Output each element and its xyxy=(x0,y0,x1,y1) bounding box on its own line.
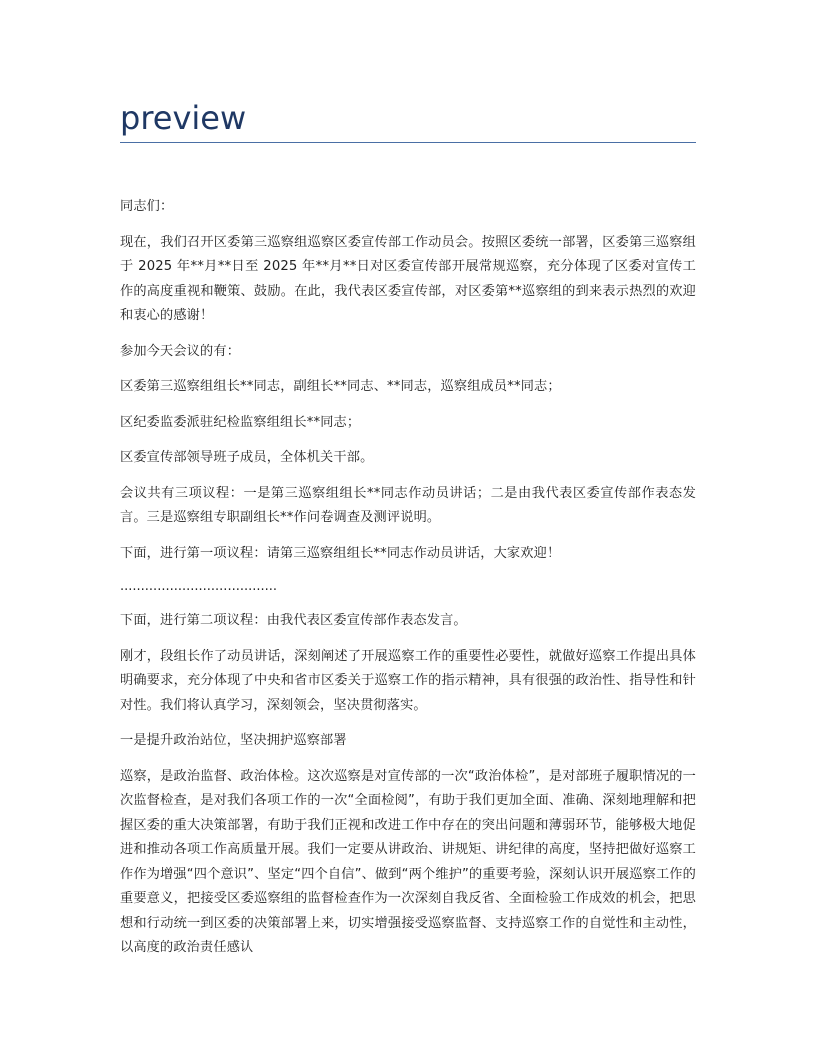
response-paragraph: 刚才，段组长作了动员讲话，深刻阐述了开展巡察工作的重要性必要性，就做好巡察工作提出具体明确要求，充分体现了中央和省市区委关于巡察工作的指示精神，具有很强的政治性、指导性和针对性。我们将认真学习，深刻领会，坚决贯彻落实。 xyxy=(120,648,696,713)
attendees-paragraph-discipline: 区纪委监委派驻纪检监察组组长**同志； xyxy=(120,414,361,430)
ellipsis-separator: ...................................... xyxy=(120,579,278,594)
salutation-paragraph: 同志们： xyxy=(120,199,174,214)
section-one-body-paragraph: 巡察，是政治监督、政治体检。这次巡察是对宣传部的一次“政治体检”，是对部班子履职情况的一次监督检查，是对我们各项工作的一次“全面检阅”，有助于我们更加全面、准确、深刻地理解和把握区委的重大决策部署，有助于我们正视和改进工作中存在的突出问题和薄弱环节，能够极大地促进和推动各项工作高质量开展。我们一定要从讲政治、讲规矩、讲纪律的高度，坚持把做好巡察工作作为增强“四个意识”、坚定“四个自信”、做到“两个维护”的重要考验，深刻认识开展巡察工作的重要意义，把接受区委巡察组的监督检查作为一次深刻自我反省、全面检验工作成效的机会，把思想和行动统一到区委的决策部署上来，切实增强接受巡察监督、支持巡察工作的自觉性和主动性，以高度的政治责任感认 xyxy=(120,768,696,955)
document-page xyxy=(120,0,696,972)
agenda-item-two-paragraph: 下面，进行第二项议程：由我代表区委宣传部作表态发言。 xyxy=(120,613,467,628)
attendees-intro-paragraph: 参加今天会议的有： xyxy=(120,343,241,359)
opening-paragraph: 现在，我们召开区委第三巡察组巡察区委宣传部工作动员会。按照区委统一部署，区委第三巡察组于 2025 年**月**日至 2025 年**月**日对区委宣传部开展常规巡察，充分体现了区委对宣传工作的高度重视和鞭策、鼓励。在此，我代表区委宣传部，对区委第**巡察组的到来表示热烈的欢迎和衷心的感谢！ xyxy=(120,234,696,323)
agenda-paragraph: 会议共有三项议程：一是第三巡察组组长**同志作动员讲话；二是由我代表区委宣传部作表态发言。三是巡察组专职副组长**作问卷调查及测评说明。 xyxy=(120,485,696,525)
document-body xyxy=(120,195,696,961)
agenda-item-one-paragraph: 下面，进行第一项议程：请第三巡察组组长**同志作动员讲话，大家欢迎！ xyxy=(120,545,561,561)
title-divider xyxy=(120,142,696,143)
attendees-paragraph-department: 区委宣传部领导班子成员，全体机关干部。 xyxy=(120,450,374,465)
attendees-paragraph-inspection-team: 区委第三巡察组组长**同志，副组长**同志、**同志，巡察组成员**同志； xyxy=(120,379,561,394)
document-title: preview xyxy=(120,99,247,137)
section-heading-one: 一是提升政治站位，坚决拥护巡察部署 xyxy=(120,733,347,748)
